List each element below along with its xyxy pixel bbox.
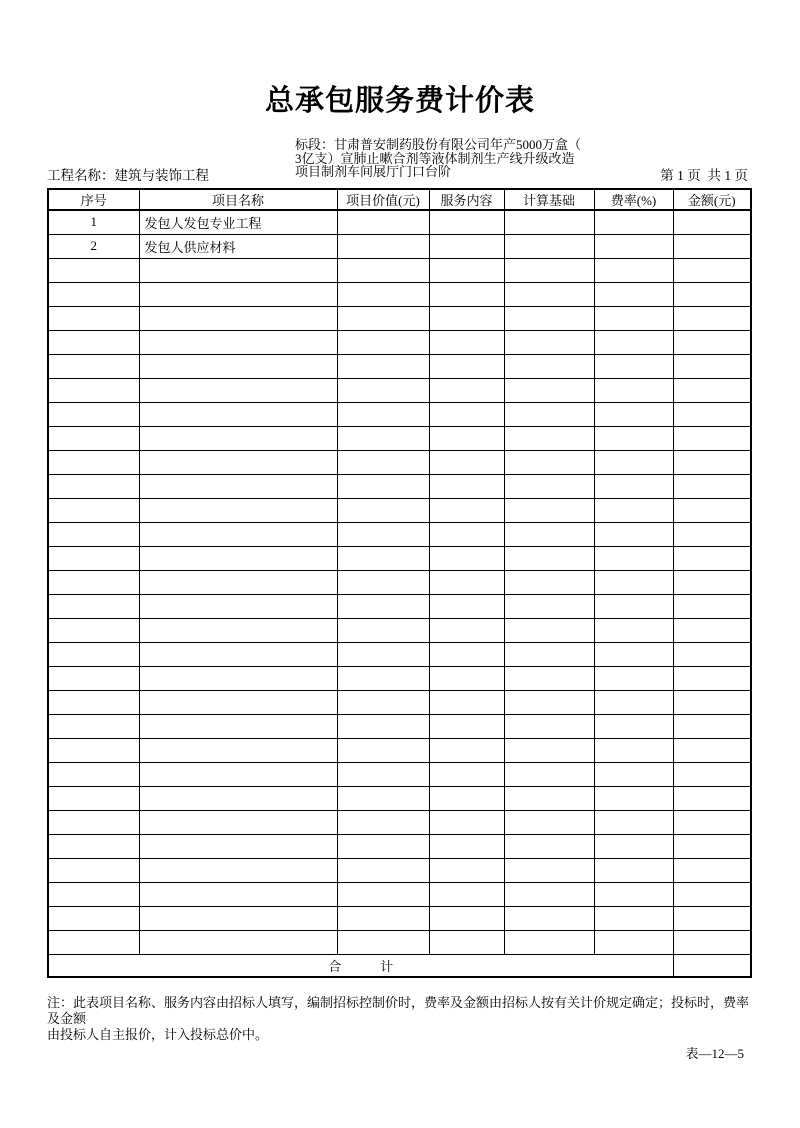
empty-cell <box>337 642 429 666</box>
cell-seq: 2 <box>48 234 139 258</box>
empty-cell <box>337 474 429 498</box>
empty-cell <box>673 738 751 762</box>
empty-cell <box>139 378 337 402</box>
cell-name: 发包人供应材料 <box>139 234 337 258</box>
empty-cell <box>48 330 139 354</box>
form-code-label: 表—12—5 <box>685 1046 744 1061</box>
empty-cell <box>594 930 673 954</box>
empty-cell <box>48 426 139 450</box>
table-empty-row <box>48 426 751 450</box>
table-empty-row <box>48 858 751 882</box>
empty-cell <box>48 786 139 810</box>
empty-cell <box>673 330 751 354</box>
empty-cell <box>139 690 337 714</box>
empty-cell <box>594 594 673 618</box>
bid-section-line-2: 3亿支）宣肺止嗽合剂等液体制剂生产线升级改造 <box>295 150 575 166</box>
empty-cell <box>673 546 751 570</box>
cell-basis <box>504 210 594 234</box>
empty-cell <box>673 930 751 954</box>
empty-cell <box>504 354 594 378</box>
empty-cell <box>594 738 673 762</box>
empty-cell <box>504 618 594 642</box>
table-empty-row <box>48 906 751 930</box>
empty-cell <box>139 618 337 642</box>
empty-cell <box>337 762 429 786</box>
empty-cell <box>337 834 429 858</box>
empty-cell <box>673 474 751 498</box>
empty-cell <box>673 618 751 642</box>
empty-cell <box>337 378 429 402</box>
empty-cell <box>673 570 751 594</box>
empty-cell <box>139 858 337 882</box>
cell-seq: 1 <box>48 210 139 234</box>
table-empty-row <box>48 714 751 738</box>
empty-cell <box>504 714 594 738</box>
empty-cell <box>139 282 337 306</box>
empty-cell <box>673 306 751 330</box>
empty-cell <box>673 786 751 810</box>
empty-cell <box>337 522 429 546</box>
empty-cell <box>48 402 139 426</box>
empty-cell <box>594 666 673 690</box>
empty-cell <box>673 690 751 714</box>
empty-cell <box>139 810 337 834</box>
empty-cell <box>139 570 337 594</box>
empty-cell <box>139 546 337 570</box>
table-empty-row <box>48 738 751 762</box>
empty-cell <box>594 378 673 402</box>
empty-cell <box>504 666 594 690</box>
empty-cell <box>429 834 504 858</box>
empty-cell <box>594 282 673 306</box>
empty-cell <box>504 474 594 498</box>
empty-cell <box>504 426 594 450</box>
empty-cell <box>594 474 673 498</box>
empty-cell <box>594 522 673 546</box>
empty-cell <box>429 498 504 522</box>
empty-cell <box>504 258 594 282</box>
cell-rate <box>594 234 673 258</box>
table-empty-row <box>48 330 751 354</box>
empty-cell <box>48 570 139 594</box>
empty-cell <box>337 666 429 690</box>
empty-cell <box>429 642 504 666</box>
empty-cell <box>337 450 429 474</box>
empty-cell <box>48 762 139 786</box>
empty-cell <box>504 546 594 570</box>
empty-cell <box>594 330 673 354</box>
empty-cell <box>48 306 139 330</box>
empty-cell <box>48 666 139 690</box>
total-label: 合 计 <box>48 954 673 977</box>
empty-cell <box>504 906 594 930</box>
empty-cell <box>48 258 139 282</box>
empty-cell <box>504 378 594 402</box>
empty-cell <box>337 690 429 714</box>
table-empty-row <box>48 786 751 810</box>
empty-cell <box>139 930 337 954</box>
table-empty-row <box>48 618 751 642</box>
empty-cell <box>673 762 751 786</box>
empty-cell <box>139 426 337 450</box>
empty-cell <box>337 546 429 570</box>
cell-service <box>429 234 504 258</box>
empty-cell <box>48 714 139 738</box>
empty-cell <box>504 738 594 762</box>
empty-cell <box>48 690 139 714</box>
empty-cell <box>139 330 337 354</box>
empty-cell <box>504 306 594 330</box>
empty-cell <box>504 690 594 714</box>
empty-cell <box>48 498 139 522</box>
cell-basis <box>504 234 594 258</box>
empty-cell <box>337 498 429 522</box>
col-header-rate: 费率(%) <box>594 189 673 210</box>
empty-cell <box>429 450 504 474</box>
empty-cell <box>504 450 594 474</box>
page-number-info: 第 1 页 共 1 页 <box>660 168 748 183</box>
table-empty-row <box>48 642 751 666</box>
bid-section-text <box>295 138 605 179</box>
empty-cell <box>673 858 751 882</box>
cell-service <box>429 210 504 234</box>
empty-cell <box>139 786 337 810</box>
empty-cell <box>337 306 429 330</box>
col-header-name: 项目名称 <box>139 189 337 210</box>
table-empty-row <box>48 258 751 282</box>
table-empty-row <box>48 882 751 906</box>
cell-name: 发包人发包专业工程 <box>139 210 337 234</box>
empty-cell <box>139 354 337 378</box>
empty-cell <box>594 354 673 378</box>
col-header-basis: 计算基础 <box>504 189 594 210</box>
empty-cell <box>594 714 673 738</box>
empty-cell <box>594 690 673 714</box>
empty-cell <box>337 258 429 282</box>
table-empty-row <box>48 498 751 522</box>
empty-cell <box>429 426 504 450</box>
empty-cell <box>594 402 673 426</box>
empty-cell <box>429 690 504 714</box>
empty-cell <box>429 474 504 498</box>
table-row-2 <box>48 234 751 258</box>
table-empty-row <box>48 570 751 594</box>
table-row-1 <box>48 210 751 234</box>
page-title: 总承包服务费计价表 <box>264 85 535 117</box>
cell-value <box>337 210 429 234</box>
empty-cell <box>139 498 337 522</box>
empty-cell <box>337 714 429 738</box>
empty-cell <box>429 258 504 282</box>
empty-cell <box>673 834 751 858</box>
empty-cell <box>48 642 139 666</box>
empty-cell <box>594 810 673 834</box>
empty-cell <box>429 786 504 810</box>
empty-cell <box>504 570 594 594</box>
empty-cell <box>504 522 594 546</box>
empty-cell <box>48 354 139 378</box>
empty-cell <box>337 282 429 306</box>
empty-cell <box>429 714 504 738</box>
table-empty-row <box>48 282 751 306</box>
table-empty-row <box>48 450 751 474</box>
empty-cell <box>673 714 751 738</box>
table-empty-row <box>48 762 751 786</box>
table-empty-row <box>48 306 751 330</box>
empty-cell <box>504 282 594 306</box>
col-header-amount: 金额(元) <box>673 189 751 210</box>
empty-cell <box>594 306 673 330</box>
table-empty-row <box>48 810 751 834</box>
empty-cell <box>429 858 504 882</box>
empty-cell <box>429 282 504 306</box>
empty-cell <box>337 786 429 810</box>
empty-cell <box>337 594 429 618</box>
empty-cell <box>337 354 429 378</box>
empty-cell <box>673 594 751 618</box>
empty-cell <box>139 738 337 762</box>
empty-cell <box>504 834 594 858</box>
table-empty-row <box>48 522 751 546</box>
empty-cell <box>429 330 504 354</box>
empty-cell <box>594 906 673 930</box>
filled-rows <box>48 210 751 258</box>
empty-cell <box>48 930 139 954</box>
empty-cell <box>48 282 139 306</box>
bid-section-line-1: 标段：甘肃普安制药股份有限公司年产5000万盒（ <box>295 137 582 152</box>
empty-rows <box>48 258 751 954</box>
empty-cell <box>139 834 337 858</box>
empty-cell <box>139 258 337 282</box>
empty-cell <box>429 378 504 402</box>
empty-cell <box>139 594 337 618</box>
fee-table <box>47 188 752 978</box>
empty-cell <box>429 402 504 426</box>
empty-cell <box>504 594 594 618</box>
table-empty-row <box>48 594 751 618</box>
col-header-value: 项目价值(元) <box>337 189 429 210</box>
cell-value <box>337 234 429 258</box>
empty-cell <box>673 378 751 402</box>
empty-cell <box>594 570 673 594</box>
empty-cell <box>594 426 673 450</box>
empty-cell <box>594 762 673 786</box>
empty-cell <box>504 498 594 522</box>
empty-cell <box>48 546 139 570</box>
empty-cell <box>48 522 139 546</box>
table-empty-row <box>48 666 751 690</box>
table-empty-row <box>48 378 751 402</box>
empty-cell <box>139 642 337 666</box>
empty-cell <box>429 594 504 618</box>
empty-cell <box>504 858 594 882</box>
table-empty-row <box>48 402 751 426</box>
total-amount-cell <box>673 954 751 977</box>
fee-table-header <box>48 189 751 210</box>
empty-cell <box>48 858 139 882</box>
empty-cell <box>48 906 139 930</box>
empty-cell <box>429 738 504 762</box>
empty-cell <box>673 354 751 378</box>
empty-cell <box>673 450 751 474</box>
header-row <box>48 189 751 210</box>
empty-cell <box>594 450 673 474</box>
empty-cell <box>673 810 751 834</box>
empty-cell <box>48 474 139 498</box>
footnote <box>47 995 753 1043</box>
project-name-label: 工程名称：建筑与装饰工程 <box>47 168 209 183</box>
empty-cell <box>429 354 504 378</box>
empty-cell <box>429 666 504 690</box>
empty-cell <box>504 882 594 906</box>
empty-cell <box>139 714 337 738</box>
empty-cell <box>673 522 751 546</box>
empty-cell <box>504 762 594 786</box>
empty-cell <box>337 426 429 450</box>
empty-cell <box>139 522 337 546</box>
empty-cell <box>673 666 751 690</box>
table-empty-row <box>48 546 751 570</box>
empty-cell <box>594 498 673 522</box>
empty-cell <box>673 282 751 306</box>
empty-cell <box>594 642 673 666</box>
empty-cell <box>48 594 139 618</box>
empty-cell <box>429 618 504 642</box>
col-header-seq: 序号 <box>48 189 139 210</box>
empty-cell <box>48 834 139 858</box>
empty-cell <box>139 762 337 786</box>
empty-cell <box>337 618 429 642</box>
empty-cell <box>504 330 594 354</box>
empty-cell <box>504 810 594 834</box>
empty-cell <box>48 738 139 762</box>
empty-cell <box>139 450 337 474</box>
empty-cell <box>594 786 673 810</box>
table-empty-row <box>48 930 751 954</box>
empty-cell <box>429 882 504 906</box>
empty-cell <box>504 786 594 810</box>
empty-cell <box>48 882 139 906</box>
empty-cell <box>139 402 337 426</box>
empty-cell <box>594 546 673 570</box>
empty-cell <box>429 546 504 570</box>
empty-cell <box>337 882 429 906</box>
empty-cell <box>48 378 139 402</box>
empty-cell <box>429 570 504 594</box>
empty-cell <box>337 906 429 930</box>
empty-cell <box>504 402 594 426</box>
empty-cell <box>594 618 673 642</box>
empty-cell <box>673 906 751 930</box>
empty-cell <box>139 906 337 930</box>
total-section <box>48 954 751 977</box>
empty-cell <box>337 330 429 354</box>
total-row <box>48 954 751 977</box>
empty-cell <box>337 402 429 426</box>
empty-cell <box>594 258 673 282</box>
empty-cell <box>139 306 337 330</box>
table-empty-row <box>48 834 751 858</box>
empty-cell <box>429 762 504 786</box>
empty-cell <box>673 498 751 522</box>
empty-cell <box>48 810 139 834</box>
empty-cell <box>429 522 504 546</box>
empty-cell <box>429 306 504 330</box>
empty-cell <box>504 642 594 666</box>
empty-cell <box>139 666 337 690</box>
empty-cell <box>429 810 504 834</box>
footnote-line-2: 由投标人自主报价，计入投标总价中。 <box>47 1027 269 1042</box>
cell-rate <box>594 210 673 234</box>
empty-cell <box>594 882 673 906</box>
empty-cell <box>673 402 751 426</box>
cell-amount <box>673 234 751 258</box>
table-empty-row <box>48 474 751 498</box>
empty-cell <box>673 258 751 282</box>
table-empty-row <box>48 354 751 378</box>
empty-cell <box>673 642 751 666</box>
empty-cell <box>673 882 751 906</box>
col-header-service: 服务内容 <box>429 189 504 210</box>
empty-cell <box>594 858 673 882</box>
empty-cell <box>139 882 337 906</box>
empty-cell <box>429 930 504 954</box>
empty-cell <box>139 474 337 498</box>
empty-cell <box>673 426 751 450</box>
footnote-line-1: 注：此表项目名称、服务内容由招标人填写，编制招标控制价时，费率及金额由招标人按有关计价规定确定；投标时，费率及金额 <box>47 995 750 1026</box>
empty-cell <box>337 858 429 882</box>
bid-section-line-3: 项目制剂车间展厅门口台阶 <box>295 164 452 179</box>
cell-amount <box>673 210 751 234</box>
empty-cell <box>337 930 429 954</box>
empty-cell <box>48 618 139 642</box>
empty-cell <box>504 930 594 954</box>
empty-cell <box>337 738 429 762</box>
empty-cell <box>429 906 504 930</box>
table-empty-row <box>48 690 751 714</box>
empty-cell <box>594 834 673 858</box>
empty-cell <box>337 570 429 594</box>
empty-cell <box>337 810 429 834</box>
empty-cell <box>48 450 139 474</box>
